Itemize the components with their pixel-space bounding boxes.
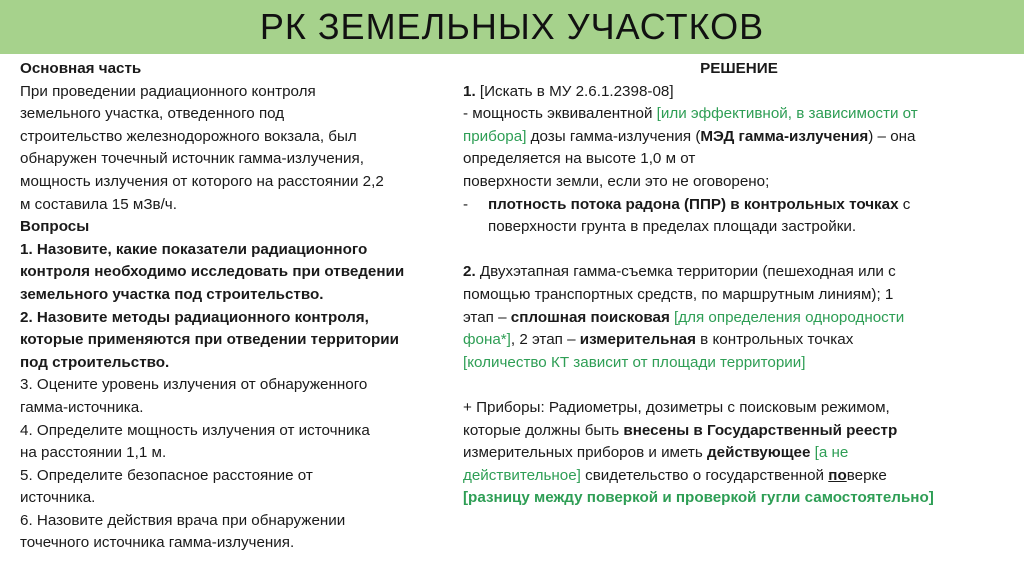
bullet-item <box>463 194 1015 217</box>
bold-term: сплошная поисковая <box>510 308 670 326</box>
reference: [Искать в МУ 2.6.1.2398-08] <box>475 82 674 100</box>
task-line: м составила 15 мЗв/ч. <box>20 195 177 213</box>
question-line: 2. Назовите методы радиационного контроля, <box>20 308 369 326</box>
solution-column <box>463 58 1015 510</box>
question-3 <box>20 374 440 419</box>
text: дозы гамма-излучения ( <box>526 127 701 145</box>
task-line: При проведении радиационного контроля <box>20 82 316 100</box>
bold-term: плотность потока радона (ППР) в контрольных точках <box>488 195 899 213</box>
item-number: 1. <box>463 82 476 100</box>
task-line: обнаружен точечный источник гамма-излучения, <box>20 150 364 168</box>
title-bar <box>0 0 1024 54</box>
solution-3 <box>463 397 1015 510</box>
text: которые должны быть <box>463 421 624 439</box>
question-line: 5. Определите безопасное расстояние от <box>20 466 313 484</box>
question-6 <box>20 510 440 555</box>
question-line: земельного участка под строительство. <box>20 285 324 303</box>
solution-1 <box>463 81 1015 239</box>
question-line: гамма-источника. <box>20 398 144 416</box>
question-line: 3. Оцените уровень излучения от обнаруженного <box>20 376 368 394</box>
question-line: под строительство. <box>20 353 170 371</box>
solution-heading: РЕШЕНИЕ <box>700 60 778 77</box>
green-note: [а не <box>810 444 849 462</box>
text: поверхности земли, если это не оговорено; <box>463 172 770 190</box>
text: - мощность эквивалентной <box>463 105 657 123</box>
text: , 2 этап – <box>510 331 580 349</box>
bold-term: МЭД гамма-излучения <box>700 127 869 145</box>
question-line: точечного источника гамма-излучения. <box>20 534 295 552</box>
text: этап – <box>463 308 511 326</box>
question-4 <box>20 420 440 465</box>
question-line: которые применяются при отведении территории <box>20 331 399 349</box>
text: поверхности грунта в пределах площади застройки. <box>488 218 857 236</box>
text: определяется на высоте 1,0 м от <box>463 150 696 168</box>
text: свидетельство о государственной <box>580 466 829 484</box>
page-title: РК ЗЕМЕЛЬНЫХ УЧАСТКОВ <box>259 6 765 47</box>
text: ) – она <box>868 127 916 145</box>
green-note: [разницу между поверкой и проверкой гугли самостоятельно] <box>463 489 934 507</box>
question-line: источника. <box>20 489 96 507</box>
dash-marker: - <box>463 195 469 213</box>
question-1 <box>20 239 440 307</box>
question-line: 4. Определите мощность излучения от источника <box>20 421 370 439</box>
question-5 <box>20 465 440 510</box>
bold-term: внесены в Государственный реестр <box>623 421 898 439</box>
question-line: на расстоянии 1,1 м. <box>20 444 167 462</box>
green-note: [для определения однородности <box>669 308 905 326</box>
text: + Приборы: Радиометры, дозиметры с поисковым режимом, <box>463 398 890 416</box>
text: измерительных приборов и иметь <box>463 444 708 462</box>
green-note: фона*] <box>463 331 511 349</box>
bold-term: действующее <box>707 444 811 462</box>
task-line: строительство железнодорожного вокзала, был <box>20 127 357 145</box>
green-note: действительное] <box>463 466 581 484</box>
main-part-column <box>20 58 440 555</box>
questions-heading: Вопросы <box>20 218 90 236</box>
item-number: 2. <box>463 263 476 281</box>
question-2 <box>20 307 440 375</box>
bold-term: измерительная <box>579 331 696 349</box>
main-part-heading: Основная часть <box>20 60 142 77</box>
text: верке <box>846 466 887 484</box>
text: помощью транспортных средств, по маршрутным линиям); 1 <box>463 285 894 303</box>
question-line: 6. Назовите действия врача при обнаружении <box>20 511 346 529</box>
solution-2 <box>463 261 1015 374</box>
green-note: [количество КТ зависит от площади территории] <box>463 353 806 371</box>
task-line: мощность излучения от которого на расстоянии 2,2 <box>20 172 384 190</box>
question-line: 1. Назовите, какие показатели радиационного <box>20 240 368 258</box>
text: в контрольных точках <box>695 331 854 349</box>
task-line: земельного участка, отведенного под <box>20 105 285 123</box>
green-note: прибора] <box>463 127 527 145</box>
task-text <box>20 81 440 217</box>
text: с <box>898 195 911 213</box>
underlined-term: по <box>828 466 847 484</box>
text: Двухэтапная гамма-съемка территории (пешеходная или с <box>475 263 896 281</box>
green-note: [или эффективной, в зависимости от <box>656 105 918 123</box>
question-line: контроля необходимо исследовать при отведении <box>20 263 405 281</box>
